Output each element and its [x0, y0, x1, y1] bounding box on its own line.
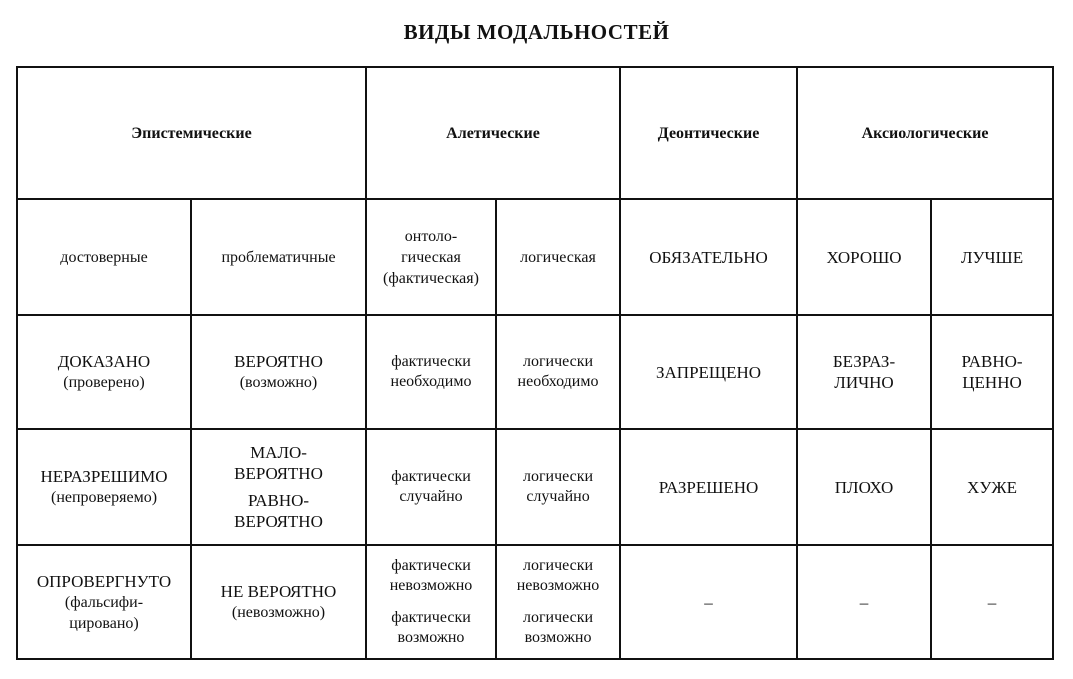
- cell-logic-modal: [496, 545, 620, 659]
- cell-fact-necessary: [366, 315, 496, 429]
- cell-probable: [191, 315, 366, 429]
- subheader-ontological: [366, 199, 496, 315]
- fact-possible-line: фактически: [391, 609, 471, 626]
- proven-label: ДОКАЗАНО: [57, 352, 151, 371]
- header-row: [17, 67, 1053, 199]
- cell-logic-necessary: [496, 315, 620, 429]
- equiprobable-line: ВЕРОЯТНО: [234, 512, 323, 531]
- fact-necessary-line: необходимо: [390, 373, 472, 390]
- cell-worse: ХУЖЕ: [931, 429, 1053, 545]
- cell-forbidden: ЗАПРЕЩЕНО: [620, 315, 797, 429]
- cell-proven: [17, 315, 191, 429]
- probable-note: (возможно): [239, 374, 318, 391]
- fact-contingent-line: случайно: [399, 488, 463, 505]
- logic-necessary-line: необходимо: [517, 373, 599, 390]
- not-probable-label: НЕ ВЕРОЯТНО: [220, 582, 337, 601]
- equivalent-line: РАВНО-: [961, 352, 1023, 371]
- logic-modal-stack: [501, 556, 615, 648]
- fact-impossible-line: невозможно: [389, 577, 473, 594]
- logic-possible: [501, 608, 615, 648]
- subheader-reliable: достоверные: [17, 199, 191, 315]
- logic-contingent-line: логически: [522, 468, 594, 485]
- logic-necessary-line: логически: [522, 353, 594, 370]
- cell-not-probable: [191, 545, 366, 659]
- refuted-label: ОПРОВЕРГНУТО: [36, 571, 172, 591]
- proven-note: (проверено): [63, 374, 145, 391]
- equivalent-line: ЦЕННО: [962, 373, 1022, 392]
- logic-possible-line: возможно: [524, 629, 592, 646]
- ontological-line: гическая: [401, 248, 461, 266]
- fact-impossible-line: фактически: [391, 557, 471, 574]
- header-axiological: Аксиологические: [797, 67, 1053, 199]
- logic-impossible: [501, 556, 615, 596]
- logic-impossible-line: невозможно: [516, 577, 600, 594]
- probable-label: ВЕРОЯТНО: [234, 352, 323, 371]
- logic-contingent-line: случайно: [526, 488, 590, 505]
- logic-possible-line: логически: [522, 609, 594, 626]
- cell-good: ХОРОШО: [797, 199, 931, 315]
- fact-modal-stack: [371, 556, 491, 648]
- cell-deontic-dash: –: [620, 545, 797, 659]
- cell-ax2-dash: –: [931, 545, 1053, 659]
- row-necessary: [17, 315, 1053, 429]
- logic-impossible-line: логически: [522, 557, 594, 574]
- equiprobable-line: РАВНО-: [247, 491, 310, 510]
- modalities-table: [16, 66, 1054, 660]
- cell-equivalent: [931, 315, 1053, 429]
- fact-necessary-line: фактически: [391, 353, 471, 370]
- fact-impossible: [371, 556, 491, 596]
- cell-fact-contingent: [366, 429, 496, 545]
- cell-permitted: РАЗРЕШЕНО: [620, 429, 797, 545]
- indifferent-line: ЛИЧНО: [834, 373, 894, 392]
- cell-refuted: [17, 545, 191, 659]
- fact-possible: [371, 608, 491, 648]
- page-title: ВИДЫ МОДАЛЬНОСТЕЙ: [403, 20, 670, 44]
- header-alethic: Алетические: [366, 67, 620, 199]
- cell-bad: ПЛОХО: [797, 429, 931, 545]
- undecidable-note: (непроверяемо): [50, 489, 158, 506]
- refuted-note: (фальсифи-: [64, 593, 144, 611]
- not-probable-note: (невозможно): [231, 604, 326, 621]
- cell-logic-contingent: [496, 429, 620, 545]
- subheader-row: [17, 199, 1053, 315]
- subheader-problematic: проблематичные: [191, 199, 366, 315]
- ontological-line: онтоло-: [404, 227, 458, 245]
- fact-possible-line: возможно: [397, 629, 465, 646]
- cell-better: ЛУЧШЕ: [931, 199, 1053, 315]
- cell-indifferent: [797, 315, 931, 429]
- cell-improbable: [191, 429, 366, 545]
- row-impossible: [17, 545, 1053, 659]
- header-deontic: Деонтические: [620, 67, 797, 199]
- improbable-line: ВЕРОЯТНО: [234, 464, 323, 483]
- header-epistemic: Эпистемические: [17, 67, 366, 199]
- improbable-line: МАЛО-: [250, 443, 307, 462]
- cell-fact-modal: [366, 545, 496, 659]
- subheader-logical: логическая: [496, 199, 620, 315]
- undecidable-label: НЕРАЗРЕШИМО: [40, 467, 168, 486]
- cell-obligatory: ОБЯЗАТЕЛЬНО: [620, 199, 797, 315]
- refuted-note: цировано): [69, 614, 139, 632]
- cell-undecidable: [17, 429, 191, 545]
- fact-contingent-line: фактически: [391, 468, 471, 485]
- cell-ax1-dash: –: [797, 545, 931, 659]
- ontological-line: (фактическая): [383, 269, 479, 287]
- row-contingent: [17, 429, 1053, 545]
- indifferent-line: БЕЗРАЗ-: [832, 352, 896, 371]
